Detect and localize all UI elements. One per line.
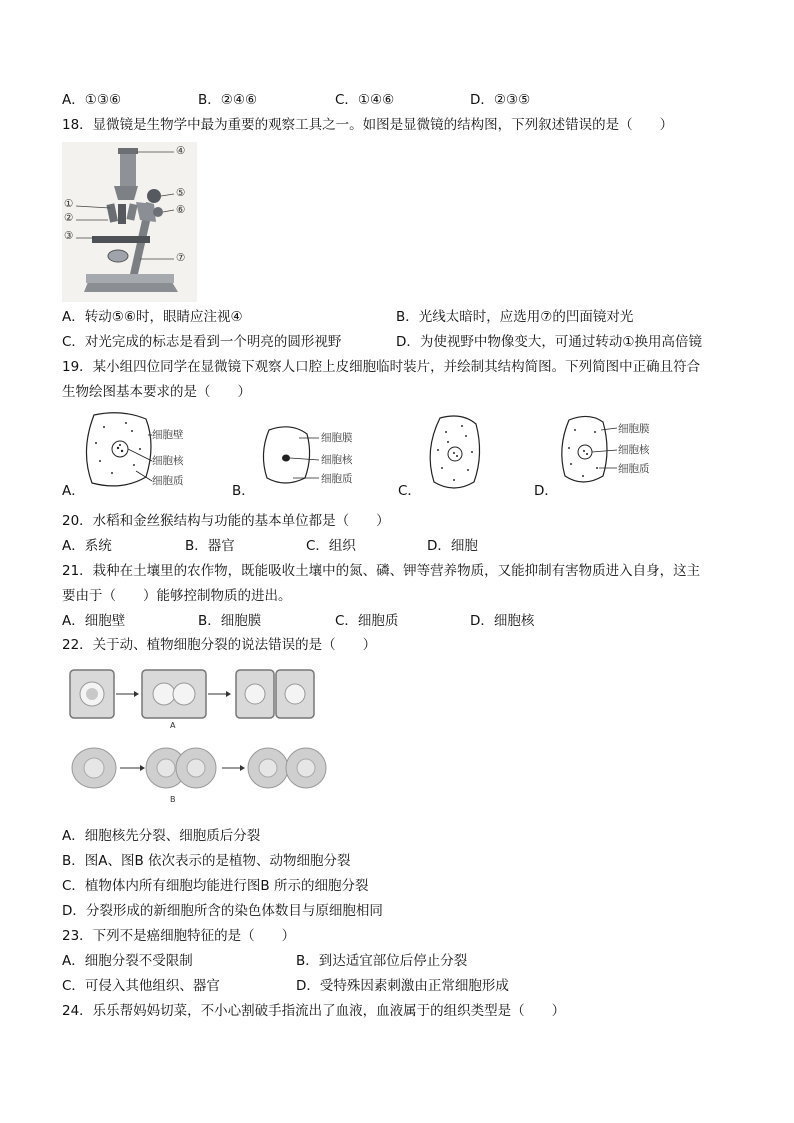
q19-figure-c-letter: C． [398,483,421,499]
q17-option-c: C．①④⑥ [335,92,395,108]
q18-option-c: C．对光完成的标志是看到一个明亮的圆形视野 [62,334,342,350]
cell-division-figure [62,664,332,809]
q22-option-d: D．分裂形成的新细胞所含的染色体数目与原细胞相同 [62,903,383,919]
cell-diagram-d-icon [555,410,675,495]
q18-option-a: A．转动⑤⑥时，眼睛应注视④ [62,309,243,325]
q17-option-a: A．①③⑥ [62,92,122,108]
cell-diagram-b-icon [255,420,385,495]
q23-stem: 23．下列不是癌细胞特征的是（ ） [62,928,296,944]
q19-figure-d [555,410,675,495]
cell-a-label-nucleus: 细胞核 [152,455,184,467]
cell-b-label-membrane: 细胞膜 [321,432,353,444]
cell-a-label-cytoplasm: 细胞质 [152,475,184,487]
q21-option-a: A．细胞壁 [62,613,126,629]
cell-diagram-a-icon [62,405,222,500]
q19-stem-line2: 生物绘图基本要求的是（ ） [62,384,251,400]
cell-d-label-nucleus: 细胞核 [618,444,650,456]
q19-figure-a-letter: A． [62,483,85,499]
microscope-label-7: ⑦ [176,252,186,264]
q23-option-c: C．可侵入其他组织、器官 [62,978,220,994]
microscope-label-3: ③ [64,230,74,242]
q19-figure-c [418,410,498,500]
microscope-label-4: ④ [176,145,186,157]
microscope-figure [62,142,197,302]
microscope-label-2: ② [64,212,74,224]
q18-option-d: D．为使视野中物像变大，可通过转动①换用高倍镜 [396,334,702,350]
cell-diagram-c-icon [418,410,498,500]
microscope-label-5: ⑤ [176,187,186,199]
q21-stem-line2: 要由于（ ）能够控制物质的进出。 [62,588,292,604]
q19-figure-b [255,420,385,495]
q17-option-b: B．②④⑥ [198,92,258,108]
q22-option-b: B．图A、图B 依次表示的是植物、动物细胞分裂 [62,853,351,869]
cell-b-label-cytoplasm: 细胞质 [321,473,353,485]
q21-option-c: C．细胞质 [335,613,399,629]
q21-stem-line1: 21．栽种在土壤里的农作物，既能吸收土壤中的氮、磷、钾等营养物质，又能抑制有害物质进入自身，这主 [62,563,701,579]
q21-option-d: D．细胞核 [470,613,535,629]
q18-stem: 18．显微镜是生物学中最为重要的观察工具之一。如图是显微镜的结构图，下列叙述错误的是（ ） [62,117,674,133]
cell-d-label-membrane: 细胞膜 [618,423,650,435]
q20-option-c: C．组织 [306,538,356,554]
cell-division-label-b: B [170,795,176,804]
microscope-icon [62,142,197,302]
q23-option-d: D．受特殊因素刺激由正常细胞形成 [296,978,509,994]
q22-option-c: C．植物体内所有细胞均能进行图B 所示的细胞分裂 [62,878,369,894]
cell-division-icon [62,664,332,809]
q20-option-b: B．器官 [185,538,235,554]
q19-figure-b-letter: B． [232,483,255,499]
q20-option-d: D．细胞 [427,538,478,554]
microscope-label-1: ① [64,198,74,210]
q19-figure-d-letter: D． [534,483,558,499]
q19-stem-line1: 19．某小组四位同学在显微镜下观察人口腔上皮细胞临时装片，并绘制其结构简图。下列简图中正确且符合 [62,359,701,375]
cell-b-label-nucleus: 细胞核 [321,454,353,466]
q22-option-a: A．细胞核先分裂、细胞质后分裂 [62,828,261,844]
q22-stem: 22．关于动、植物细胞分裂的说法错误的是（ ） [62,637,377,653]
q17-option-d: D．②③⑤ [470,92,531,108]
cell-a-label-wall: 细胞壁 [152,429,184,441]
cell-d-label-cytoplasm: 细胞质 [618,463,650,475]
q18-option-b: B．光线太暗时，应选用⑦的凹面镜对光 [396,309,634,325]
q23-option-a: A．细胞分裂不受限制 [62,953,193,969]
q23-option-b: B．到达适宜部位后停止分裂 [296,953,468,969]
q20-option-a: A．系统 [62,538,112,554]
microscope-label-6: ⑥ [176,204,186,216]
q24-stem: 24．乐乐帮妈妈切菜，不小心割破手指流出了血液，血液属于的组织类型是（ ） [62,1003,566,1019]
q19-figure-a [62,405,222,500]
q20-stem: 20．水稻和金丝猴结构与功能的基本单位都是（ ） [62,513,390,529]
cell-division-label-a: A [170,721,176,730]
q21-option-b: B．细胞膜 [198,613,262,629]
